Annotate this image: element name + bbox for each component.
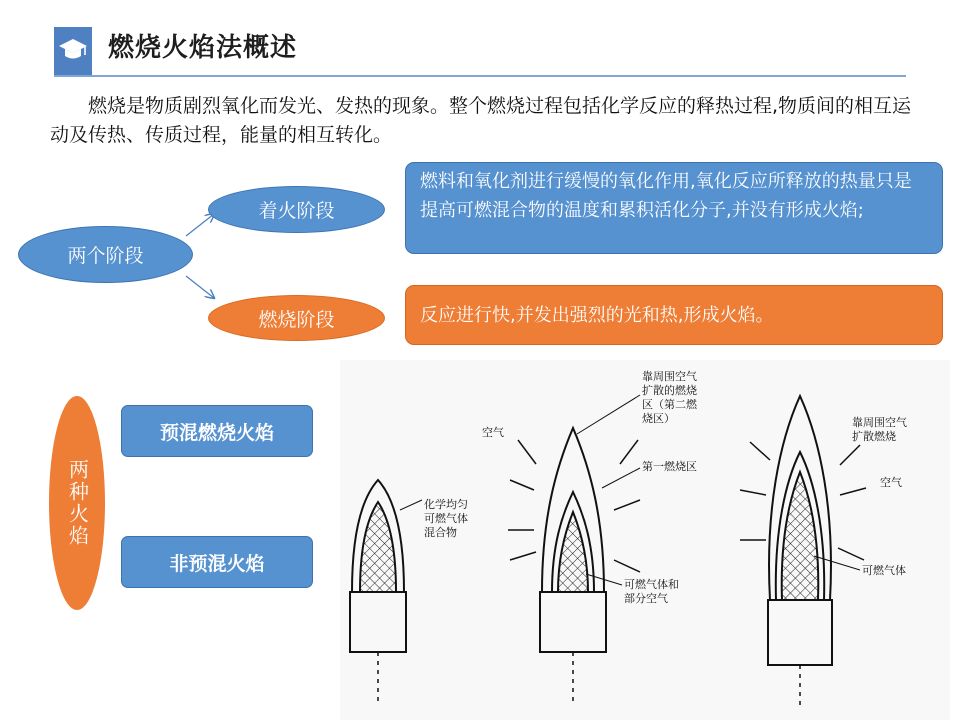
- ignition-stage-label: 着火阶段: [258, 200, 335, 222]
- combustion-stage-label: 燃烧阶段: [258, 308, 335, 331]
- intro-paragraph: 燃烧是物质剧烈氧化而发光、发热的现象。整个燃烧过程包括化学反应的释热过程,物质间的相互运动及传热、传质过程，能量的相互转化。: [50, 95, 912, 146]
- label-primary-zone: 第一燃烧区: [642, 460, 697, 473]
- page-title: 燃烧火焰法概述: [108, 33, 298, 63]
- ignition-description: 燃料和氧化剂进行缓慢的氧化作用,氧化反应所释放的热量只是提高可燃混合物的温度和累积活化分子,并没有形成火焰;: [420, 171, 912, 221]
- arrow-to-combustion: [186, 276, 214, 298]
- label-secondary-1: 靠周围空气: [642, 370, 697, 383]
- combustion-description-box: [405, 285, 943, 345]
- label-mixture-3: 混合物: [424, 526, 457, 539]
- combustion-stage-oval: [208, 295, 385, 341]
- ignition-stage-oval: [208, 186, 385, 233]
- non-premixed-flame-box: [121, 536, 313, 588]
- label-diffusion-2: 扩散燃烧: [852, 430, 896, 443]
- label-gas-air-2: 部分空气: [624, 592, 668, 605]
- two-flame-types-oval: [49, 396, 105, 610]
- label-secondary-3: 区（第二燃: [642, 398, 697, 411]
- burner-tube-1: [350, 592, 406, 652]
- flame-3-core: [782, 472, 819, 600]
- two-flame-types-label: 两种火焰: [65, 459, 90, 547]
- flame-diagram: [340, 360, 950, 720]
- label-air-1: 空气: [482, 426, 504, 439]
- two-stages-label: 两个阶段: [67, 245, 144, 267]
- label-mixture-2: 可燃气体: [424, 512, 468, 525]
- label-secondary-4: 烧区）: [642, 412, 675, 425]
- label-air-2: 空气: [880, 476, 902, 489]
- two-stages-oval: [18, 226, 193, 283]
- burner-tube-3: [768, 600, 832, 665]
- premixed-flame-box: [121, 405, 313, 457]
- label-gas-air-1: 可燃气体和: [624, 578, 679, 591]
- non-premixed-flame-label: 非预混火焰: [169, 552, 265, 575]
- label-mixture-1: 化学均匀: [424, 498, 468, 511]
- flame-1-core: [360, 502, 396, 592]
- label-secondary-2: 扩散的燃烧: [642, 384, 697, 397]
- label-fuel-gas: 可燃气体: [862, 564, 906, 577]
- burner-tube-2: [540, 592, 606, 652]
- combustion-description: 反应进行快,并发出强烈的光和热,形成火焰。: [420, 304, 774, 326]
- flame-2-core: [558, 512, 588, 592]
- ignition-description-box: [405, 162, 943, 254]
- arrow-to-ignition: [186, 214, 214, 236]
- premixed-flame-label: 预混燃烧火焰: [159, 421, 274, 444]
- label-diffusion-1: 靠周围空气: [852, 416, 907, 429]
